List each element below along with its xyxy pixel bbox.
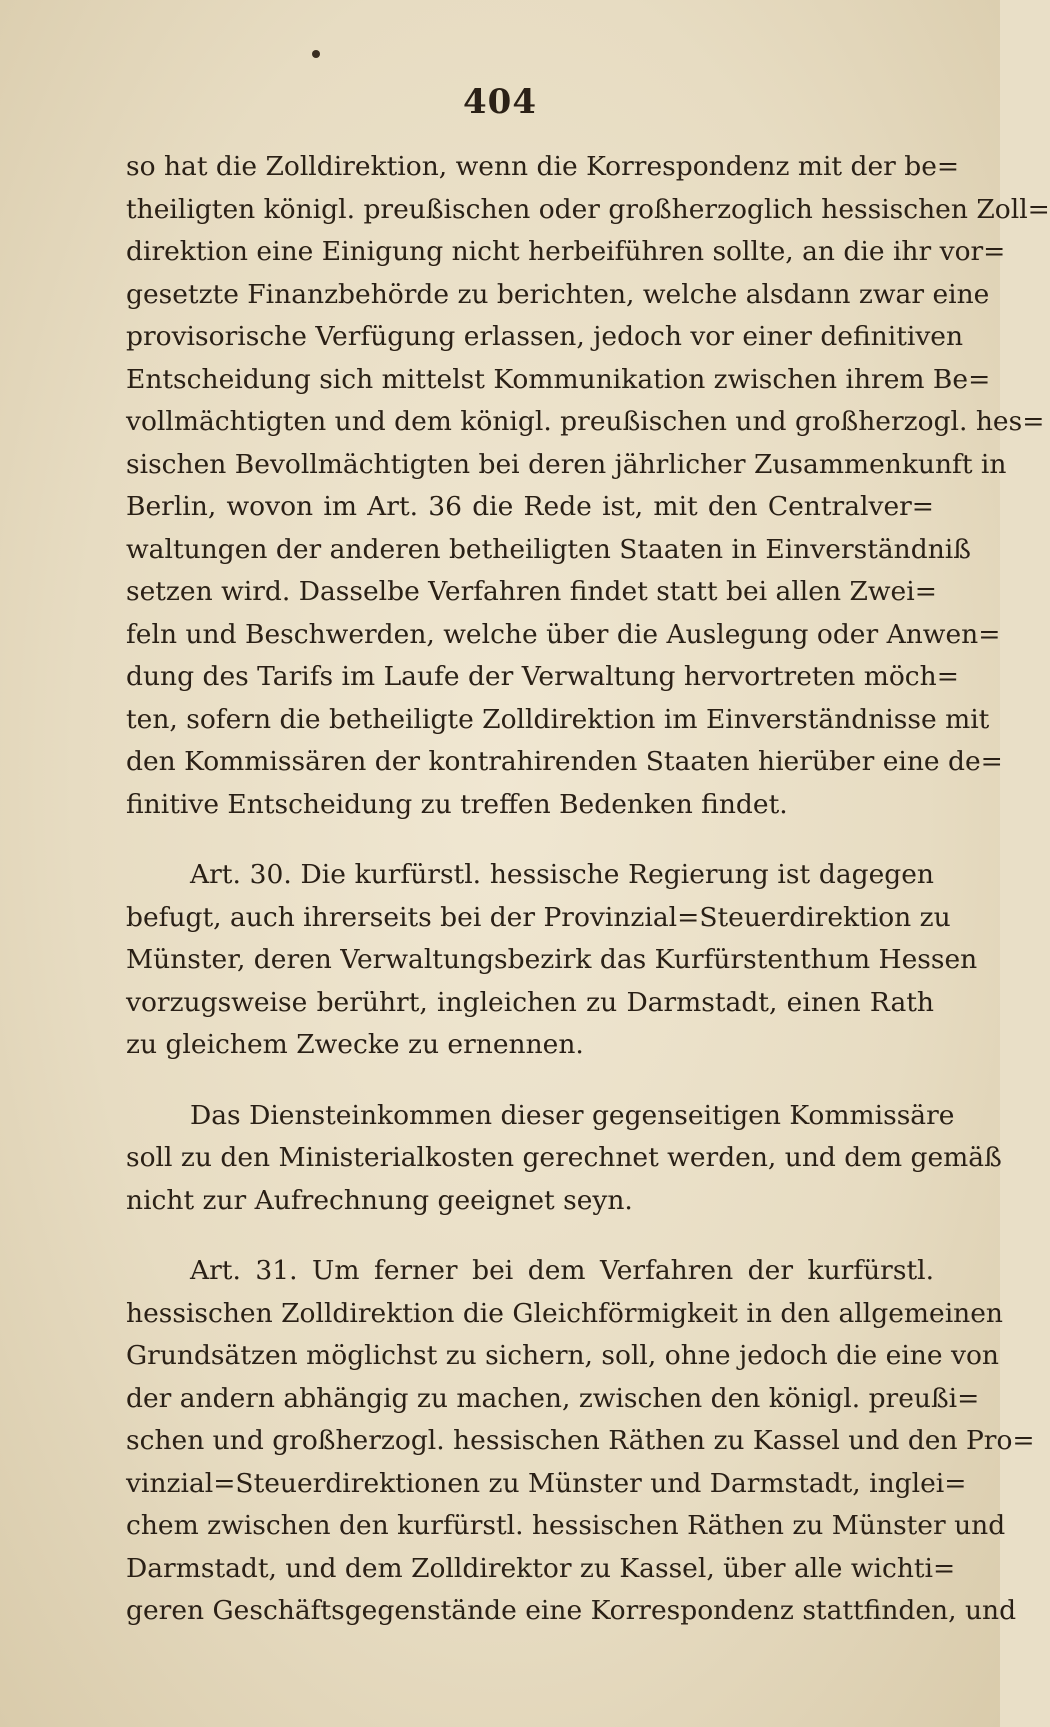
text-line: Darmstadt, und dem Zolldirektor zu Kassel, über alle wichti=	[126, 1552, 956, 1584]
text-line: Art. 31. Um ferner bei dem Verfahren der kurfürstl.	[190, 1255, 934, 1286]
paragraph-art-31	[126, 1250, 1035, 1633]
paragraph-continuation	[126, 146, 1050, 826]
text-line: schen und großherzogl. hessischen Räthen zu Kassel und den Pro=	[126, 1425, 1035, 1456]
paragraph-diensteinkommen	[126, 1095, 1002, 1223]
text-line: ten, sofern die betheiligte Zolldirektion im Einverständnisse mit	[126, 703, 990, 735]
text-line: Münster, deren Verwaltungsbezirk das Kurfürstenthum Hessen	[126, 944, 978, 975]
text-line: soll zu den Ministerialkosten gerechnet werden, und dem gemäß	[126, 1142, 1002, 1173]
paragraph-gap	[126, 1067, 934, 1095]
paragraph-gap	[126, 826, 934, 854]
text-line: Berlin, wovon im Art. 36 die Rede ist, mit den Centralver=	[126, 491, 934, 522]
text-line: feln und Beschwerden, welche über die Auslegung oder Anwen=	[126, 618, 1001, 650]
text-line: Grundsätzen möglichst zu sichern, soll, ohne jedoch die eine von	[126, 1340, 999, 1371]
text-line: nicht zur Aufrechnung geeignet seyn.	[126, 1184, 633, 1216]
text-line: Das Diensteinkommen dieser gegenseitigen Kommissäre	[190, 1099, 955, 1131]
text-line: Entscheidung sich mittelst Kommunikation zwischen ihrem Be=	[126, 363, 991, 395]
text-line: setzen wird. Dasselbe Verfahren findet statt bei allen Zwei=	[126, 576, 937, 607]
text-line: waltungen der anderen betheiligten Staaten in Einverständniß	[126, 533, 971, 565]
text-line: gesetzte Finanzbehörde zu berichten, welche alsdann zwar eine	[126, 278, 990, 310]
text-line: so hat die Zolldirektion, wenn die Korrespondenz mit der be=	[126, 151, 960, 182]
text-line: befugt, auch ihrerseits bei der Provinzial=Steuerdirektion zu	[126, 901, 951, 933]
text-line: zu gleichem Zwecke zu ernennen.	[126, 1029, 584, 1060]
body-text	[126, 146, 1050, 1633]
page-number: 404	[463, 82, 537, 122]
text-line: dung des Tarifs im Laufe der Verwaltung hervortreten möch=	[126, 661, 959, 692]
text-line: hessischen Zolldirektion die Gleichförmigkeit in den allgemeinen	[126, 1297, 1003, 1329]
ink-spot	[312, 50, 320, 58]
text-line: vinzial=Steuerdirektionen zu Münster und Darmstadt, inglei=	[126, 1467, 967, 1499]
text-line: der andern abhängig zu machen, zwischen den königl. preußi=	[126, 1382, 980, 1414]
text-line: theiligten königl. preußischen oder großherzoglich hessischen Zoll=	[126, 193, 1050, 225]
paragraph-gap	[126, 1222, 934, 1250]
text-line: sischen Bevollmächtigten bei deren jährlicher Zusammenkunft in	[126, 448, 1007, 480]
text-line: vollmächtigten und dem königl. preußischen und großherzogl. hes=	[126, 406, 1045, 437]
paragraph-art-30	[126, 854, 978, 1067]
text-line: Art. 30. Die kurfürstl. hessische Regierung ist dagegen	[190, 859, 934, 890]
text-line: chem zwischen den kurfürstl. hessischen Räthen zu Münster und	[126, 1510, 1006, 1541]
text-line: provisorische Verfügung erlassen, jedoch vor einer definitiven	[126, 321, 964, 352]
text-line: geren Geschäftsgegenstände eine Korrespondenz stattfinden, und	[126, 1595, 1017, 1626]
text-line: vorzugsweise berührt, ingleichen zu Darmstadt, einen Rath	[126, 986, 934, 1018]
text-line: den Kommissären der kontrahirenden Staaten hierüber eine de=	[126, 746, 1003, 777]
text-line: direktion eine Einigung nicht herbeiführen sollte, an die ihr vor=	[126, 236, 1006, 267]
text-line: finitive Entscheidung zu treffen Bedenken findet.	[126, 788, 788, 820]
